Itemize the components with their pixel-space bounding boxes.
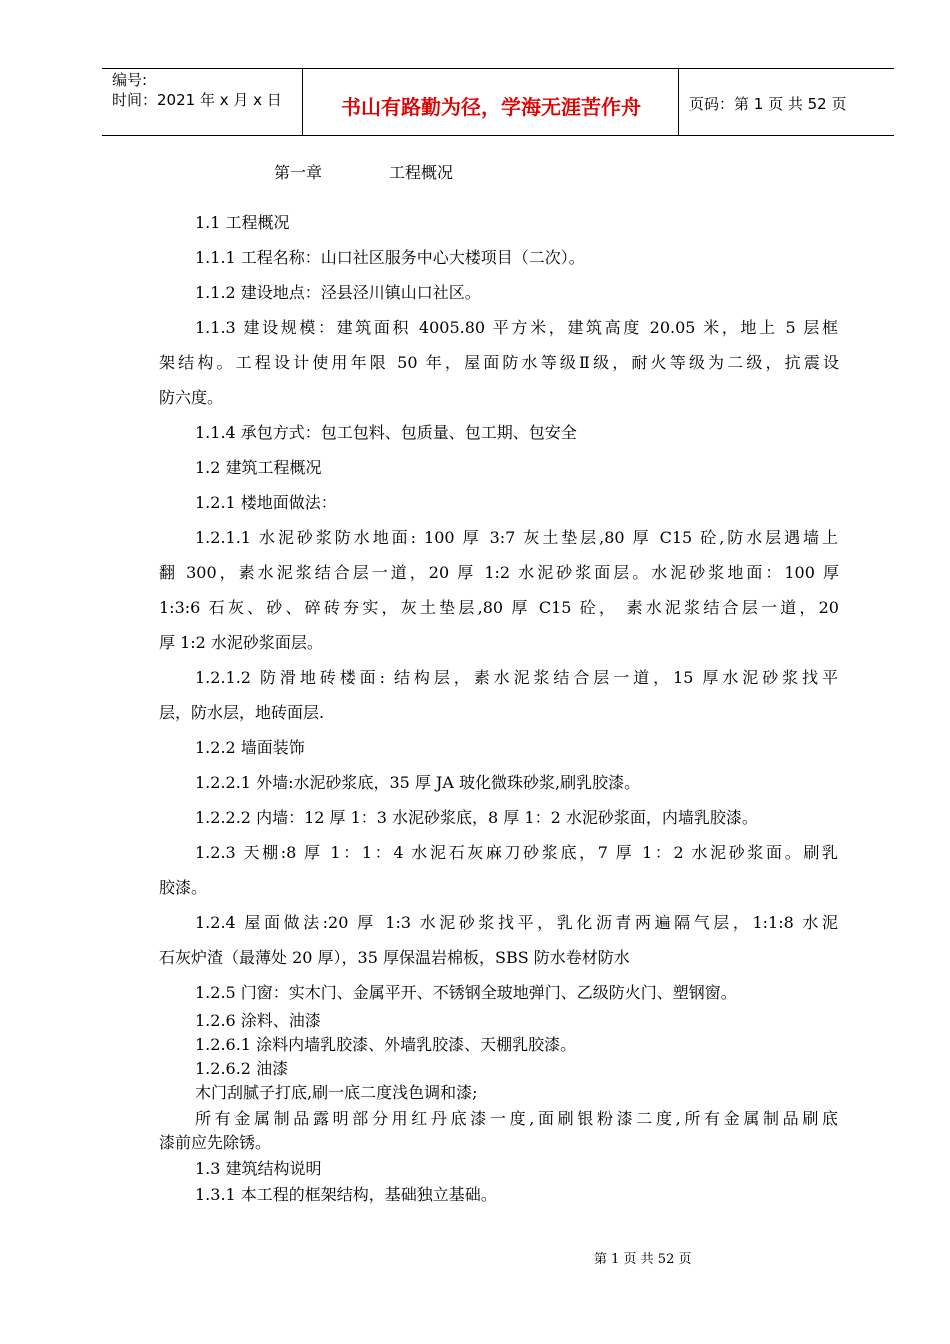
heading-1-2: 1.2 建筑工程概况: [195, 458, 322, 477]
paragraph-line: 架结构。工程设计使用年限 50 年，屋面防水等级Ⅱ级，耐火等级为二级，抗震设: [159, 353, 839, 372]
paragraph-line: 1.2.5 门窗：实木门、金属平开、不锈钢全玻地弹门、乙级防火门、塑钢窗。: [195, 983, 737, 1002]
page-header: [102, 68, 894, 136]
chapter-number: 第一章: [274, 163, 323, 182]
time-label: 时间：2021 年 x 月 x 日: [112, 91, 282, 109]
paragraph-line: 1.1.2 建设地点：泾县泾川镇山口社区。: [195, 283, 481, 302]
paragraph-line: 1.2.2.1 外墙:水泥砂浆底，35 厚 JA 玻化微珠砂浆,刷乳胶漆。: [195, 773, 641, 792]
paragraph-line: 1.2.1 楼地面做法：: [195, 493, 337, 512]
paragraph-line: 木门刮腻子打底,刷一底二度浅色调和漆;: [195, 1083, 478, 1102]
heading-1-3: 1.3 建筑结构说明: [195, 1159, 322, 1178]
paragraph-line: 1.2.2 墙面装饰: [195, 738, 305, 757]
paragraph-line: 1.2.4 屋面做法:20 厚 1:3 水泥砂浆找平，乳化沥青两遍隔气层，1:1:8 水泥: [195, 913, 838, 932]
paragraph-line: 厚 1:2 水泥砂浆面层。: [159, 633, 323, 652]
paragraph-line: 翻 300，素水泥浆结合层一道，20 厚 1:2 水泥砂浆面层。水泥砂浆地面：100 厚: [159, 563, 839, 582]
paragraph-line: 胶漆。: [159, 878, 208, 897]
paragraph-line: 所有金属制品露明部分用红丹底漆一度,面刷银粉漆二度,所有金属制品刷底: [195, 1109, 838, 1128]
paragraph-line: 1.2.6.1 涂料内墙乳胶漆、外墙乳胶漆、天棚乳胶漆。: [195, 1035, 577, 1054]
paragraph-line: 1.2.1.1 水泥砂浆防水地面: 100 厚 3:7 灰土垫层,80 厚 C15 砼,防水层遇墙上: [195, 528, 838, 547]
heading-1-1: 1.1 工程概况: [195, 213, 290, 232]
paragraph-line: 1.1.4 承包方式：包工包料、包质量、包工期、包安全: [195, 423, 577, 442]
paragraph-line: 防六度。: [159, 388, 224, 407]
motto-text: 书山有路勤为径，学海无涯苦作舟: [341, 95, 641, 119]
page-footer: 第 1 页 共 52 页: [594, 1252, 692, 1267]
paragraph-line: 1.2.2.2 内墙：12 厚 1：3 水泥砂浆底，8 厚 1：2 水泥砂浆面，内墙乳胶漆。: [195, 808, 758, 827]
paragraph-line: 漆前应先除锈。: [159, 1133, 272, 1152]
paragraph-line: 层，防水层，地砖面层.: [159, 703, 325, 722]
paragraph-line: 1.2.6 涂料、油漆: [195, 1011, 321, 1030]
paragraph-line: 1.1.3 建设规模：建筑面积 4005.80 平方米，建筑高度 20.05 米，地上 5 层框: [195, 318, 838, 337]
page-info: 页码：第 1 页 共 52 页: [689, 95, 847, 113]
header-meta-cell: [102, 69, 303, 135]
header-motto-cell: [303, 69, 679, 135]
paragraph-line: 1:3:6 石灰、砂、碎砖夯实，灰土垫层,80 厚 C15 砼， 素水泥浆结合层一道，20: [159, 598, 839, 617]
paragraph-line: 1.3.1 本工程的框架结构，基础独立基础。: [195, 1185, 497, 1204]
paragraph-line: 1.2.1.2 防滑地砖楼面: 结构层，素水泥浆结合层一道，15 厚水泥砂浆找平: [195, 668, 838, 687]
chapter-title: 工程概况: [389, 163, 454, 182]
number-label: 编号:: [112, 71, 148, 89]
paragraph-line: 1.2.3 天棚:8 厚 1：1：4 水泥石灰麻刀砂浆底，7 厚 1：2 水泥砂浆面。刷乳: [195, 843, 838, 862]
paragraph-line: 1.1.1 工程名称：山口社区服务中心大楼项目（二次）。: [195, 248, 585, 267]
paragraph-line: 1.2.6.2 油漆: [195, 1059, 289, 1078]
header-page-cell: [679, 69, 894, 135]
paragraph-line: 石灰炉渣（最薄处 20 厚），35 厚保温岩棉板，SBS 防水卷材防水: [159, 948, 630, 967]
